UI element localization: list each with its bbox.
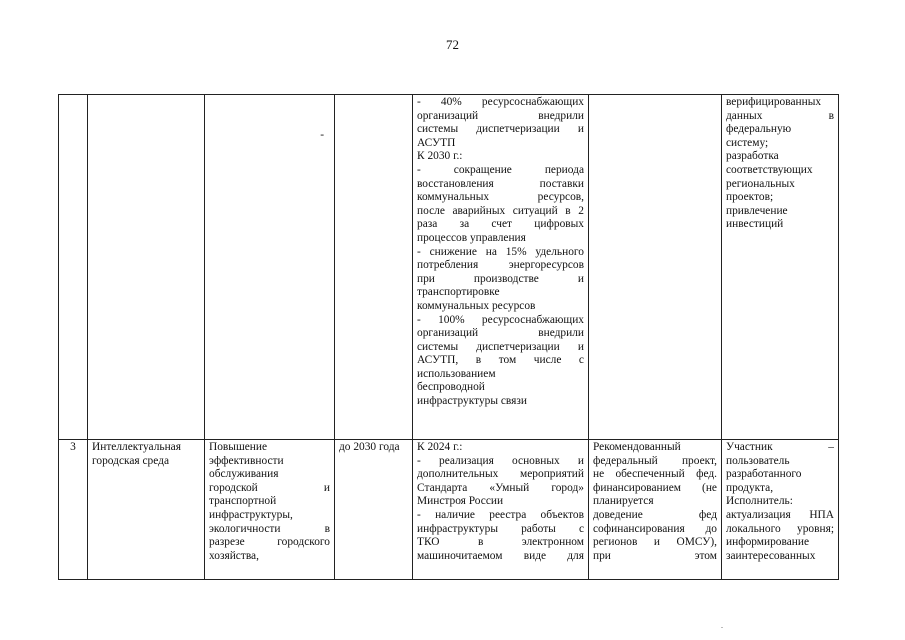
cell-deadline — [335, 440, 413, 580]
cell-line: планируется — [593, 495, 654, 508]
table-row-continued — [59, 95, 839, 440]
cell-financing — [589, 95, 722, 440]
cell-line: - сокращение периода — [417, 163, 584, 176]
cell-name — [88, 95, 205, 440]
cell-line: - наличие реестра объектов — [417, 508, 584, 521]
cell-line: инфраструктуры, — [209, 508, 293, 521]
cell-line: Исполнитель: — [726, 495, 793, 508]
cell-line: локального уровня; — [726, 522, 834, 535]
cell-line: не обеспеченный фед. — [593, 468, 717, 481]
cell-indicators — [413, 440, 589, 580]
cell-line: разрезе городского — [209, 536, 330, 549]
table-row-3 — [59, 440, 839, 580]
cell-line: федеральный проект, — [593, 454, 717, 467]
cell-participants — [722, 95, 839, 440]
cell-line: разработанного — [726, 468, 802, 481]
cell-line: городской и — [209, 481, 330, 494]
cell-line: верифицированных — [726, 96, 822, 108]
cell-line: обслуживания — [209, 468, 279, 481]
cell-line: инфраструктуры работы с — [417, 522, 584, 535]
cell-line: инфраструктуры связи — [417, 395, 527, 408]
cell-line: Участник – — [726, 441, 834, 453]
cell-line: беспроводной — [417, 381, 485, 394]
cell-line: региональных — [726, 177, 795, 190]
cell-name — [88, 440, 205, 580]
cell-indicators — [413, 95, 589, 440]
cell-line: коммунальных ресурсов — [417, 299, 536, 312]
cell-line: раза за счет цифровых — [417, 218, 584, 231]
task-dash: - — [320, 129, 324, 141]
cell-line: привлечение — [726, 204, 788, 217]
cell-line: Интеллектуальная — [92, 441, 181, 453]
cell-line: машиночитаемом виде для — [417, 549, 584, 562]
cell-line: ТКО в электронном — [417, 536, 584, 549]
cell-task — [205, 440, 335, 580]
cell-line: экологичности в — [209, 522, 330, 535]
cell-line: актуализация НПА — [726, 508, 834, 521]
cell-line: регионов и ОМСУ), — [593, 536, 717, 549]
cell-financing — [589, 440, 722, 580]
cell-line: Стандарта «Умный город» — [417, 481, 584, 494]
cell-line: федеральную — [726, 123, 792, 136]
cell-line: - 100% ресурсоснабжающих — [417, 313, 584, 326]
cell-line: проектов; — [726, 191, 774, 204]
cell-line: коммунальных ресурсов, — [417, 191, 584, 204]
cell-line: К 2024 г.: — [417, 441, 463, 453]
cell-line: АСУТП — [417, 136, 456, 149]
cell-line: дополнительных мероприятий — [417, 468, 584, 481]
cell-line: - реализация основных и — [417, 454, 584, 467]
cell-line: Рекомендованный — [593, 441, 681, 453]
program-table — [58, 94, 839, 580]
cell-line: - снижение на 15% удельного — [417, 245, 584, 258]
cell-number — [59, 95, 88, 440]
cell-line: организаций внедрили — [417, 109, 584, 122]
cell-line: после аварийных ситуаций в 2 — [417, 204, 584, 217]
cell-line: инвестиций — [726, 218, 784, 231]
cell-line: системы диспетчеризации и — [417, 123, 584, 136]
cell-line: при производстве и — [417, 272, 584, 285]
scan-speck — [721, 627, 723, 628]
cell-task — [205, 95, 335, 440]
cell-line: системы диспетчеризации и — [417, 340, 584, 353]
cell-number: 3 — [59, 440, 88, 580]
cell-line: транспортной — [209, 495, 277, 508]
cell-line: городская среда — [92, 454, 170, 467]
cell-line: разработка — [726, 150, 779, 163]
page-number: 72 — [446, 37, 459, 52]
cell-line: АСУТП, в том числе с — [417, 354, 584, 367]
cell-line: продукта, — [726, 481, 774, 494]
cell-line: систему; — [726, 136, 769, 149]
cell-line: заинтересованных — [726, 549, 816, 562]
deadline-text: до 2030 года — [339, 441, 400, 453]
cell-line: К 2030 г.: — [417, 150, 463, 163]
cell-deadline — [335, 95, 413, 440]
cell-line: транспортировке — [417, 286, 500, 299]
cell-line: эффективности — [209, 454, 284, 467]
cell-line: Повышение — [209, 441, 268, 453]
cell-line: использованием — [417, 367, 496, 380]
cell-line: пользователь — [726, 454, 790, 467]
cell-line: восстановления поставки — [417, 177, 584, 190]
cell-line: финансированием (не — [593, 481, 717, 494]
cell-line: данных в — [726, 109, 834, 122]
cell-line: соответствующих — [726, 163, 813, 176]
cell-line: доведение фед — [593, 508, 717, 521]
cell-line: организаций внедрили — [417, 327, 584, 340]
cell-line: - 40% ресурсоснабжающих — [417, 96, 584, 108]
cell-participants — [722, 440, 839, 580]
cell-line: информирование — [726, 536, 810, 549]
cell-line: при этом — [593, 549, 717, 562]
cell-line: софинансирования до — [593, 522, 717, 535]
cell-line: хозяйства, — [209, 549, 259, 562]
cell-line: Минстроя России — [417, 495, 504, 508]
cell-line: процессов управления — [417, 231, 526, 244]
cell-line: потребления энергоресурсов — [417, 259, 584, 272]
